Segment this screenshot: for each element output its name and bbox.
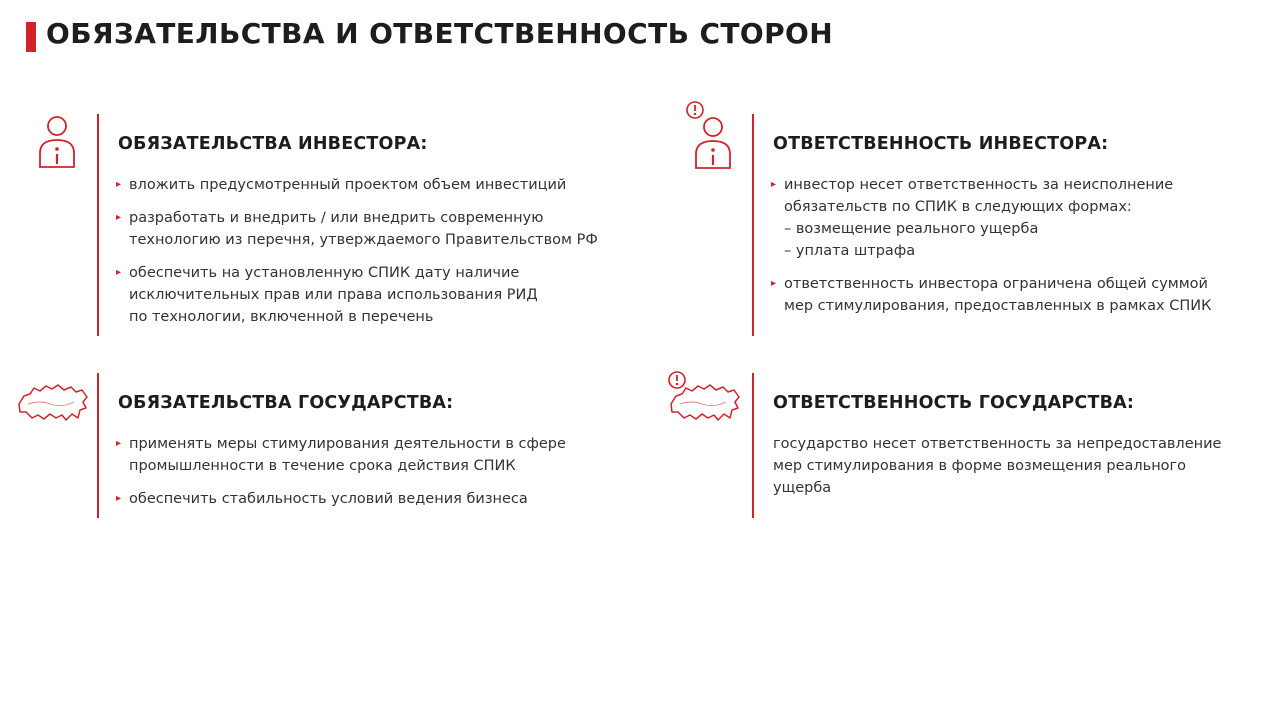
list-item-line: по технологии, включенной в перечень bbox=[129, 309, 434, 325]
list-item-line: мер стимулирования, предоставленных в рамках СПИК bbox=[784, 298, 1212, 314]
list-item-line: технологию из перечня, утверждаемого Правительством РФ bbox=[129, 232, 598, 248]
list-item bbox=[116, 433, 566, 477]
list-item bbox=[771, 273, 1211, 317]
bullet-marker-icon: ▸ bbox=[116, 267, 122, 278]
page-title: ОБЯЗАТЕЛЬСТВА И ОТВЕТСТВЕННОСТЬ СТОРОН bbox=[46, 17, 834, 50]
list-item-line: ответственность инвестора ограничена общей суммой bbox=[784, 276, 1208, 292]
section-divider-line bbox=[97, 114, 99, 336]
list-item bbox=[116, 207, 598, 251]
list-item bbox=[116, 262, 598, 328]
bullet-marker-icon: ▸ bbox=[771, 278, 777, 289]
text-line: ущерба bbox=[773, 480, 832, 496]
list-item-line: промышленности в течение срока действия СПИК bbox=[129, 458, 516, 474]
list-item-line: применять меры стимулирования деятельности в сфере bbox=[129, 436, 566, 452]
title-accent-bar bbox=[26, 22, 36, 52]
bullet-marker-icon: ▸ bbox=[116, 438, 122, 449]
list-item-line: – уплата штрафа bbox=[784, 243, 916, 259]
bullet-marker-icon: ▸ bbox=[116, 179, 122, 190]
list-item-line: обеспечить стабильность условий ведения бизнеса bbox=[129, 491, 528, 507]
list-item bbox=[771, 174, 1211, 262]
list-item-line: обязательств по СПИК в следующих формах: bbox=[784, 199, 1132, 215]
list-item-line: инвестор несет ответственность за неисполнение bbox=[784, 177, 1174, 193]
bullet-marker-icon: ▸ bbox=[771, 179, 777, 190]
section-heading: ОБЯЗАТЕЛЬСТВА ИНВЕСТОРА: bbox=[118, 134, 428, 154]
russia-map-icon bbox=[16, 382, 90, 426]
obligations-list bbox=[116, 433, 566, 521]
section-divider-line bbox=[752, 373, 754, 518]
list-item-line: разработать и внедрить / или внедрить современную bbox=[129, 210, 544, 226]
section-heading: ОТВЕТСТВЕННОСТЬ ИНВЕСТОРА: bbox=[773, 134, 1109, 154]
responsibility-text bbox=[773, 433, 1221, 499]
russia-map-alert-icon bbox=[666, 370, 744, 426]
list-item bbox=[116, 488, 566, 510]
person-alert-icon bbox=[684, 100, 736, 174]
text-line: государство несет ответственность за непредоставление bbox=[773, 436, 1222, 452]
bullet-marker-icon: ▸ bbox=[116, 212, 122, 223]
section-divider-line bbox=[752, 114, 754, 336]
responsibility-list bbox=[771, 174, 1211, 328]
bullet-marker-icon: ▸ bbox=[116, 493, 122, 504]
section-divider-line bbox=[97, 373, 99, 518]
list-item-line: исключительных прав или права использования РИД bbox=[129, 287, 538, 303]
list-item-line: обеспечить на установленную СПИК дату наличие bbox=[129, 265, 520, 281]
person-icon bbox=[36, 113, 78, 173]
list-item bbox=[116, 174, 598, 196]
section-heading: ОБЯЗАТЕЛЬСТВА ГОСУДАРСТВА: bbox=[118, 393, 454, 413]
text-line: мер стимулирования в форме возмещения реального bbox=[773, 458, 1187, 474]
list-item-line: – возмещение реального ущерба bbox=[784, 221, 1039, 237]
section-heading: ОТВЕТСТВЕННОСТЬ ГОСУДАРСТВА: bbox=[773, 393, 1135, 413]
obligations-list bbox=[116, 174, 598, 339]
list-item-line: вложить предусмотренный проектом объем инвестиций bbox=[129, 177, 567, 193]
